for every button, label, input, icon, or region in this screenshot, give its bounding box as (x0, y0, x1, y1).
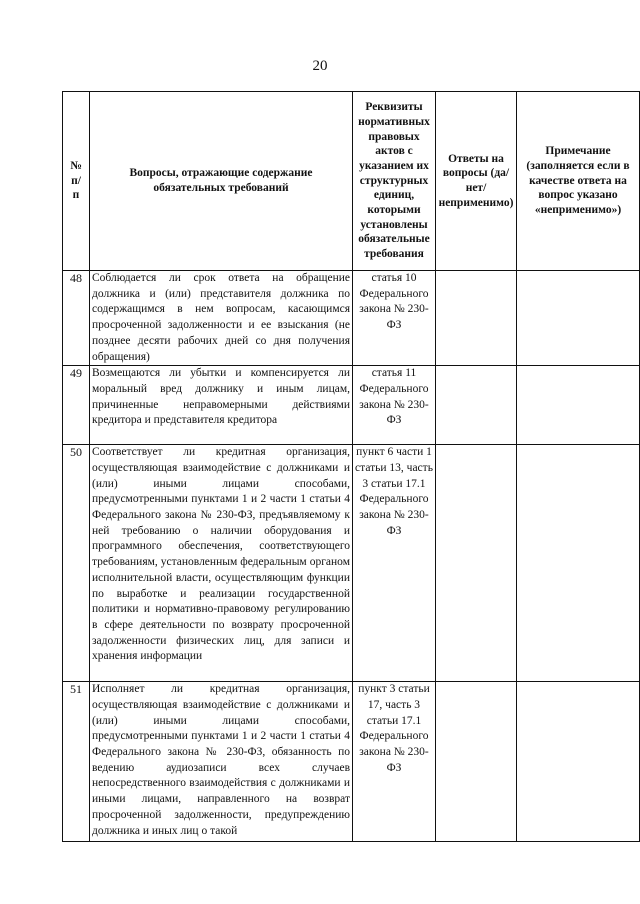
row-requisites: пункт 6 части 1 статьи 13, часть 3 статьи 17.1 Федерального закона № 230-ФЗ (353, 445, 436, 682)
row-question: Исполняет ли кредитная организация, осуществляющая взаимодействие с должниками и (или) иными лицами способами, предусмотренными пунктами 1 и 2 части 1 статьи 4 Федерального закона № 230-ФЗ, обязанность по ведению аудиозаписи всех случаев непосредственного взаимодействия с должниками и иными лицами, направленного на возврат просроченной задолженности, предупреждению должника и иных лиц о такой (90, 682, 353, 842)
table-row (63, 271, 640, 366)
row-question: Соответствует ли кредитная организация, осуществляющая взаимодействие с должниками и (или) иными лицами способами, предусмотренными пунктами 1 и 2 части 1 статьи 4 Федерального закона № 230-ФЗ, предъявляемому к ней требованию о наличии оборудования и программного обеспечения, соответствующего требованиям, установленным федеральным органом исполнительной власти, осуществляющим функции по выработке и реализации государственной политики и нормативно-правовому регулированию в сфере деятельности по возврату просроченной задолженности физических лиц, для записи и хранения информации (90, 445, 353, 682)
header-note: Примечание (заполняется если в качестве ответа на вопрос указано «неприменимо») (517, 92, 640, 271)
row-question: Соблюдается ли срок ответа на обращение должника и (или) представителя должника по содержащимся в нем вопросам, касающимся просроченной задолженности и ее взыскания (не позднее десяти рабочих дней со дня получения обращения) (90, 271, 353, 366)
table-row (63, 366, 640, 445)
row-note-cell (517, 271, 640, 366)
requirements-checklist-table (62, 91, 640, 842)
row-requisites: статья 11 Федерального закона № 230-ФЗ (353, 366, 436, 445)
table-row (63, 445, 640, 682)
header-number: № п/п (63, 92, 90, 271)
header-question: Вопросы, отражающие содержание обязательных требований (90, 92, 353, 271)
row-requisites: статья 10 Федерального закона № 230-ФЗ (353, 271, 436, 366)
row-answer-cell (436, 271, 517, 366)
row-requisites: пункт 3 статьи 17, часть 3 статьи 17.1 Федерального закона № 230-ФЗ (353, 682, 436, 842)
row-question: Возмещаются ли убытки и компенсируется ли моральный вред должнику и иным лицам, причиненные неправомерными действиями кредитора и представителя кредитора (90, 366, 353, 445)
row-note-cell (517, 445, 640, 682)
header-requisites: Реквизиты нормативных правовых актов с указанием их структурных единиц, которыми установлены обязательные требования (353, 92, 436, 271)
row-answer-cell (436, 682, 517, 842)
row-answer-cell (436, 366, 517, 445)
row-number: 50 (63, 445, 90, 682)
row-number: 51 (63, 682, 90, 842)
row-answer-cell (436, 445, 517, 682)
header-answers: Ответы на вопросы (да/нет/ неприменимо) (436, 92, 517, 271)
row-number: 48 (63, 271, 90, 366)
page-number: 20 (312, 58, 328, 74)
table-row (63, 682, 640, 842)
row-number: 49 (63, 366, 90, 445)
row-note-cell (517, 366, 640, 445)
row-note-cell (517, 682, 640, 842)
table-header-row (63, 92, 640, 271)
